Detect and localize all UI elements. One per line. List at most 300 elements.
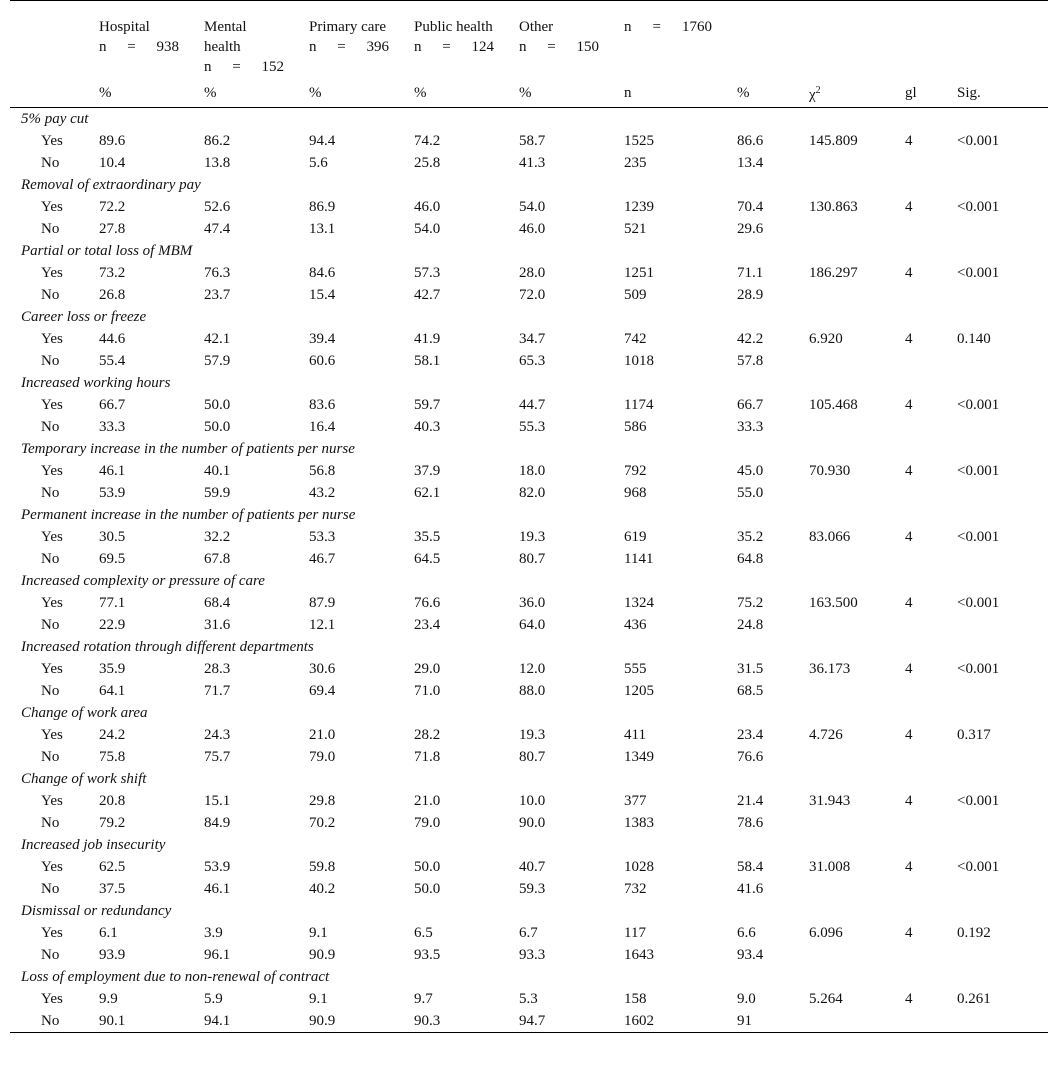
section-title: Increased working hours xyxy=(21,375,171,391)
table-cell xyxy=(905,746,957,768)
table-cell xyxy=(957,416,1048,438)
table-cell xyxy=(809,680,905,702)
table-cell: 1349 xyxy=(624,749,654,765)
unit-cell: % xyxy=(414,79,519,108)
table-cell: 1205 xyxy=(624,683,654,699)
table-cell: 80.7 xyxy=(519,749,546,765)
table-cell: 50.0 xyxy=(414,859,441,875)
table-cell: 65.3 xyxy=(519,353,546,369)
table-cell: 9.9 xyxy=(99,991,118,1007)
table-cell: 6.096 xyxy=(809,925,843,941)
table-cell: 42.2 xyxy=(737,331,764,347)
table-cell: 0.261 xyxy=(957,991,991,1007)
table-cell: 0.192 xyxy=(957,925,991,941)
section-header-row xyxy=(10,570,1048,592)
table-cell: 43.2 xyxy=(309,485,336,501)
table-cell: 23.4 xyxy=(737,727,764,743)
table-cell: 521 xyxy=(624,221,647,237)
table-cell: 41.9 xyxy=(414,331,441,347)
table-cell: 16.4 xyxy=(309,419,336,435)
table-cell: 21.0 xyxy=(414,793,441,809)
table-cell xyxy=(809,614,905,636)
table-cell: 6.6 xyxy=(737,925,756,941)
table-cell: 70.4 xyxy=(737,199,764,215)
table-cell: 792 xyxy=(624,463,647,479)
table-cell: 35.5 xyxy=(414,529,441,545)
table-row xyxy=(10,614,1048,636)
table-row xyxy=(10,328,1048,350)
table-cell: 47.4 xyxy=(204,221,231,237)
header-total: n = 1760 xyxy=(624,19,712,35)
section-title: Career loss or freeze xyxy=(21,309,147,325)
table-cell: 54.0 xyxy=(519,199,546,215)
table-cell: 18.0 xyxy=(519,463,546,479)
table-row xyxy=(10,922,1048,944)
table-cell: 75.8 xyxy=(99,749,126,765)
table-cell: 32.2 xyxy=(204,529,231,545)
table-cell xyxy=(957,680,1048,702)
table-cell xyxy=(957,1010,1048,1033)
table-cell: 13.4 xyxy=(737,155,764,171)
table-cell: 36.0 xyxy=(519,595,546,611)
table-cell xyxy=(809,416,905,438)
table-cell: 28.3 xyxy=(204,661,231,677)
table-row xyxy=(10,130,1048,152)
table-cell: 377 xyxy=(624,793,647,809)
unit-cell: % xyxy=(204,79,309,108)
table-cell: 9.0 xyxy=(737,991,756,1007)
table-cell: 50.0 xyxy=(204,397,231,413)
header-primary-care: Primary care n = 396 xyxy=(309,19,389,55)
table-cell: 29.8 xyxy=(309,793,336,809)
header-empty-cell xyxy=(10,1,99,80)
table-cell: 50.0 xyxy=(204,419,231,435)
row-label: Yes xyxy=(41,463,63,479)
table-cell: 86.2 xyxy=(204,133,231,149)
table-cell: 59.9 xyxy=(204,485,231,501)
row-label: No xyxy=(41,287,60,303)
section-title: Increased complexity or pressure of care xyxy=(21,573,265,589)
table-cell: 23.7 xyxy=(204,287,231,303)
table-cell xyxy=(905,680,957,702)
table-cell xyxy=(809,350,905,372)
table-cell: 58.4 xyxy=(737,859,764,875)
table-cell xyxy=(905,152,957,174)
section-header-row xyxy=(10,306,1048,328)
table-cell: 71.1 xyxy=(737,265,764,281)
table-cell: 46.0 xyxy=(519,221,546,237)
table-cell: 20.8 xyxy=(99,793,126,809)
table-cell: 42.1 xyxy=(204,331,231,347)
table-cell: 50.0 xyxy=(414,881,441,897)
table-row xyxy=(10,1010,1048,1033)
unit-cell: % xyxy=(99,79,204,108)
table-cell: 40.7 xyxy=(519,859,546,875)
table-cell: 41.6 xyxy=(737,881,764,897)
table-cell: 0.317 xyxy=(957,727,991,743)
table-cell: 83.6 xyxy=(309,397,336,413)
table-cell: 66.7 xyxy=(737,397,764,413)
section-title: 5% pay cut xyxy=(21,111,89,127)
table-cell: 94.1 xyxy=(204,1010,309,1033)
table-cell: 90.0 xyxy=(519,815,546,831)
table-cell: 25.8 xyxy=(414,155,441,171)
table-cell: 4 xyxy=(905,529,913,545)
table-cell: 72.0 xyxy=(519,287,546,303)
row-label: No xyxy=(41,815,60,831)
table-cell: 732 xyxy=(624,881,647,897)
section-header-row xyxy=(10,900,1048,922)
table-row xyxy=(10,482,1048,504)
table-cell: 1028 xyxy=(624,859,654,875)
table-cell: 1324 xyxy=(624,595,654,611)
row-label: No xyxy=(10,1010,99,1033)
table-cell xyxy=(905,284,957,306)
table-cell: 59.7 xyxy=(414,397,441,413)
table-row xyxy=(10,988,1048,1010)
table-cell xyxy=(905,944,957,966)
table-cell: 968 xyxy=(624,485,647,501)
table-cell: 72.2 xyxy=(99,199,126,215)
row-label: No xyxy=(41,419,60,435)
table-cell: 117 xyxy=(624,925,646,941)
table-cell xyxy=(957,614,1048,636)
table-cell: 31.5 xyxy=(737,661,764,677)
table-row xyxy=(10,526,1048,548)
table-cell: 35.9 xyxy=(99,661,126,677)
data-table xyxy=(10,0,1048,1033)
header-row-groups xyxy=(10,1,1048,80)
table-cell: 71.7 xyxy=(204,683,231,699)
table-cell: <0.001 xyxy=(957,661,1000,677)
table-cell: 41.3 xyxy=(519,155,546,171)
row-label: Yes xyxy=(41,199,63,215)
section-header-row xyxy=(10,768,1048,790)
table-cell: 55.0 xyxy=(737,485,764,501)
row-label: Yes xyxy=(41,859,63,875)
section-title: Permanent increase in the number of patients per nurse xyxy=(21,507,356,523)
table-cell xyxy=(905,350,957,372)
table-cell: 84.6 xyxy=(309,265,336,281)
table-row xyxy=(10,218,1048,240)
section-title: Increased job insecurity xyxy=(21,837,166,853)
table-cell: 55.4 xyxy=(99,353,126,369)
table-cell xyxy=(905,614,957,636)
section-header-row xyxy=(10,702,1048,724)
table-cell: 4 xyxy=(905,925,913,941)
table-row xyxy=(10,196,1048,218)
table-cell: 79.0 xyxy=(414,815,441,831)
table-cell: 5.264 xyxy=(809,991,843,1007)
table-cell: 1602 xyxy=(624,1010,737,1033)
header-row-units xyxy=(10,79,1048,108)
table-cell: 24.8 xyxy=(737,617,764,633)
table-cell: 31.943 xyxy=(809,793,851,809)
table-row xyxy=(10,812,1048,834)
table-cell: 1525 xyxy=(624,133,654,149)
table-cell: 82.0 xyxy=(519,485,546,501)
table-cell xyxy=(809,944,905,966)
table-cell: 57.9 xyxy=(204,353,231,369)
table-cell xyxy=(809,548,905,570)
table-cell: 70.2 xyxy=(309,815,336,831)
table-cell: 0.140 xyxy=(957,331,991,347)
table-cell: <0.001 xyxy=(957,133,1000,149)
table-cell: 19.3 xyxy=(519,529,546,545)
table-cell: 4 xyxy=(905,463,913,479)
table-body xyxy=(10,108,1048,1033)
table-cell: 79.2 xyxy=(99,815,126,831)
table-cell xyxy=(957,152,1048,174)
table-cell: 4 xyxy=(905,133,913,149)
row-label: Yes xyxy=(41,727,63,743)
table-cell: <0.001 xyxy=(957,793,1000,809)
table-cell: 93.3 xyxy=(519,947,546,963)
row-label: No xyxy=(41,221,60,237)
unit-cell: % xyxy=(519,79,624,108)
table-cell: 6.5 xyxy=(414,925,433,941)
table-cell: 9.1 xyxy=(309,991,328,1007)
table-cell: <0.001 xyxy=(957,199,1000,215)
table-cell: 28.0 xyxy=(519,265,546,281)
table-cell: 44.7 xyxy=(519,397,546,413)
table-cell xyxy=(957,218,1048,240)
table-cell: 586 xyxy=(624,419,647,435)
table-cell xyxy=(809,812,905,834)
table-cell: <0.001 xyxy=(957,859,1000,875)
table-row xyxy=(10,680,1048,702)
table-cell: 60.6 xyxy=(309,353,336,369)
table-cell xyxy=(957,944,1048,966)
table-row xyxy=(10,262,1048,284)
section-title: Temporary increase in the number of patients per nurse xyxy=(21,441,355,457)
table-cell: 105.468 xyxy=(809,397,858,413)
table-cell: 62.5 xyxy=(99,859,126,875)
table-cell: 57.8 xyxy=(737,353,764,369)
section-title: Removal of extraordinary pay xyxy=(21,177,201,193)
table-cell: 163.500 xyxy=(809,595,858,611)
table-cell: 58.1 xyxy=(414,353,441,369)
section-title: Loss of employment due to non-renewal of contract xyxy=(21,969,330,985)
table-cell: 1251 xyxy=(624,265,654,281)
table-cell xyxy=(905,812,957,834)
table-cell: 4 xyxy=(905,331,913,347)
row-label: Yes xyxy=(41,595,63,611)
row-label: Yes xyxy=(41,991,63,1007)
table-cell: 76.6 xyxy=(414,595,441,611)
table-cell: 4 xyxy=(905,199,913,215)
table-cell: 67.8 xyxy=(204,551,231,567)
table-cell: 6.1 xyxy=(99,925,118,941)
table-cell: 28.2 xyxy=(414,727,441,743)
table-cell xyxy=(905,416,957,438)
table-cell: 75.7 xyxy=(204,749,231,765)
section-title: Change of work area xyxy=(21,705,148,721)
section-title: Dismissal or redundancy xyxy=(21,903,172,919)
table-cell: 4 xyxy=(905,991,913,1007)
row-label: No xyxy=(41,353,60,369)
table-cell: 93.5 xyxy=(414,947,441,963)
section-header-row xyxy=(10,240,1048,262)
table-cell: 75.2 xyxy=(737,595,764,611)
table-cell xyxy=(957,812,1048,834)
table-cell: 13.1 xyxy=(309,221,336,237)
table-cell: 4 xyxy=(905,793,913,809)
table-row xyxy=(10,944,1048,966)
row-label: No xyxy=(41,551,60,567)
table-cell: 28.9 xyxy=(737,287,764,303)
table-cell: 86.6 xyxy=(737,133,764,149)
table-cell: 1018 xyxy=(624,353,654,369)
table-cell: 64.5 xyxy=(414,551,441,567)
section-header-row xyxy=(10,966,1048,988)
header-public-health: Public health n = 124 xyxy=(414,19,494,55)
table-cell: 619 xyxy=(624,529,647,545)
row-label: Yes xyxy=(41,661,63,677)
table-cell: 40.2 xyxy=(309,881,336,897)
table-row xyxy=(10,460,1048,482)
table-cell: 46.7 xyxy=(309,551,336,567)
table-cell: 1383 xyxy=(624,815,654,831)
unit-cell: % xyxy=(309,79,414,108)
table-cell: 40.1 xyxy=(204,463,231,479)
table-cell: 94.7 xyxy=(519,1010,624,1033)
table-cell xyxy=(809,482,905,504)
table-cell: 46.0 xyxy=(414,199,441,215)
unit-cell: % xyxy=(737,79,809,108)
table-cell: 10.4 xyxy=(99,155,126,171)
table-cell: 742 xyxy=(624,331,647,347)
table-cell: 53.9 xyxy=(99,485,126,501)
table-cell: 1643 xyxy=(624,947,654,963)
table-cell: 59.3 xyxy=(519,881,546,897)
table-cell: 62.1 xyxy=(414,485,441,501)
table-row xyxy=(10,284,1048,306)
table-cell: 21.4 xyxy=(737,793,764,809)
table-cell xyxy=(809,878,905,900)
row-label: No xyxy=(41,947,60,963)
table-row xyxy=(10,856,1048,878)
header-hospital: Hospital n = 938 xyxy=(99,19,179,55)
table-cell: 56.8 xyxy=(309,463,336,479)
table-cell: 5.9 xyxy=(204,991,223,1007)
table-cell: 235 xyxy=(624,155,647,171)
table-cell: 22.9 xyxy=(99,617,126,633)
table-cell: 94.4 xyxy=(309,133,336,149)
table-cell: 84.9 xyxy=(204,815,231,831)
table-cell: 88.0 xyxy=(519,683,546,699)
table-cell: 76.6 xyxy=(737,749,764,765)
table-cell: 9.1 xyxy=(309,925,328,941)
table-cell xyxy=(957,548,1048,570)
table-cell xyxy=(957,746,1048,768)
table-cell xyxy=(957,878,1048,900)
table-cell xyxy=(809,746,905,768)
table-cell: 76.3 xyxy=(204,265,231,281)
row-label: Yes xyxy=(41,265,63,281)
table-cell: 57.3 xyxy=(414,265,441,281)
table-row xyxy=(10,548,1048,570)
table-cell: 71.8 xyxy=(414,749,441,765)
table-cell: 4.726 xyxy=(809,727,843,743)
table-cell: <0.001 xyxy=(957,529,1000,545)
row-label: Yes xyxy=(41,331,63,347)
table-row xyxy=(10,350,1048,372)
table-cell: 68.4 xyxy=(204,595,231,611)
table-cell: <0.001 xyxy=(957,265,1000,281)
table-cell xyxy=(905,878,957,900)
table-cell: 4 xyxy=(905,661,913,677)
table-cell: 158 xyxy=(624,991,647,1007)
row-label: Yes xyxy=(41,529,63,545)
table-cell xyxy=(957,350,1048,372)
row-label: No xyxy=(41,881,60,897)
section-title: Partial or total loss of MBM xyxy=(21,243,193,259)
table-cell xyxy=(957,482,1048,504)
table-cell: 77.1 xyxy=(99,595,126,611)
table-cell: 36.173 xyxy=(809,661,851,677)
table-cell: 64.0 xyxy=(519,617,546,633)
table-cell: 91 xyxy=(737,1010,809,1033)
row-label: No xyxy=(41,617,60,633)
table-row xyxy=(10,394,1048,416)
section-title: Change of work shift xyxy=(21,771,147,787)
table-row xyxy=(10,592,1048,614)
table-cell: 10.0 xyxy=(519,793,546,809)
table-cell xyxy=(905,482,957,504)
table-cell: 83.066 xyxy=(809,529,851,545)
table-cell: 86.9 xyxy=(309,199,336,215)
table-cell: 69.4 xyxy=(309,683,336,699)
table-cell: 64.1 xyxy=(99,683,126,699)
table-cell: 54.0 xyxy=(414,221,441,237)
table-cell: 79.0 xyxy=(309,749,336,765)
table-row xyxy=(10,658,1048,680)
table-cell: 58.7 xyxy=(519,133,546,149)
table-cell xyxy=(905,548,957,570)
table-cell: 66.7 xyxy=(99,397,126,413)
table-cell: 34.7 xyxy=(519,331,546,347)
section-header-row xyxy=(10,438,1048,460)
table-cell: 5.3 xyxy=(519,991,538,1007)
table-page xyxy=(10,0,1048,1081)
table-cell xyxy=(809,218,905,240)
table-cell: 4 xyxy=(905,595,913,611)
table-cell: 27.8 xyxy=(99,221,126,237)
table-cell: 15.1 xyxy=(204,793,231,809)
table-cell: <0.001 xyxy=(957,595,1000,611)
table-cell: 3.9 xyxy=(204,925,223,941)
table-cell: 509 xyxy=(624,287,647,303)
row-label: No xyxy=(41,485,60,501)
table-cell: 90.1 xyxy=(99,1010,204,1033)
table-cell: 1174 xyxy=(624,397,654,413)
table-cell: 46.1 xyxy=(204,881,231,897)
table-cell: 5.6 xyxy=(309,155,328,171)
table-cell: 90.3 xyxy=(414,1010,519,1033)
section-header-row xyxy=(10,636,1048,658)
table-cell: 130.863 xyxy=(809,199,858,215)
table-row xyxy=(10,746,1048,768)
table-cell: 29.6 xyxy=(737,221,764,237)
section-header-row xyxy=(10,504,1048,526)
table-cell: 87.9 xyxy=(309,595,336,611)
table-cell: 31.6 xyxy=(204,617,231,633)
table-cell: 30.6 xyxy=(309,661,336,677)
table-cell: 4 xyxy=(905,727,913,743)
table-cell: 13.8 xyxy=(204,155,231,171)
table-cell: 24.2 xyxy=(99,727,126,743)
